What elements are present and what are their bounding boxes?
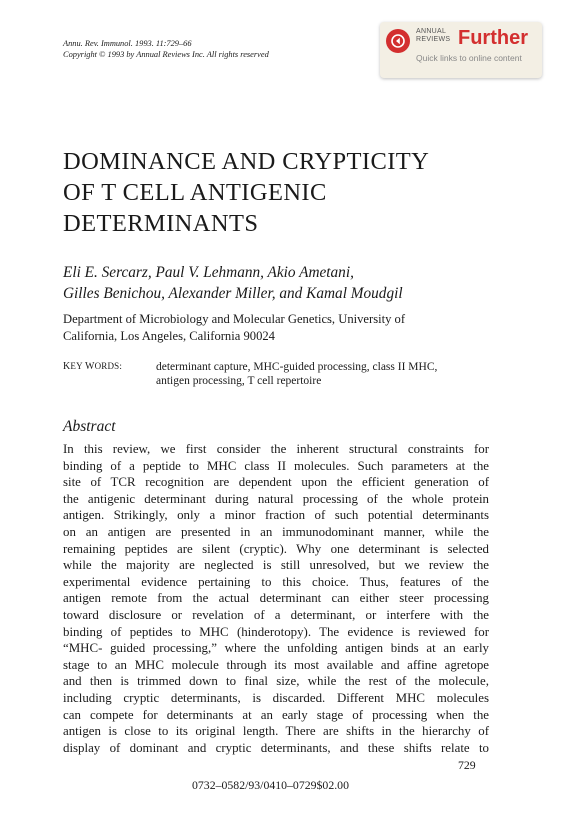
abstract-line: binding of peptides to MHC (hinderotopy). The evidence is reviewed for	[63, 624, 489, 639]
journal-citation: Annu. Rev. Immunol. 1993. 11:729–66	[63, 39, 192, 48]
abstract-line: on an antigen are presented in an immunodominant manner, while the	[63, 524, 489, 539]
abstract-line: antigen remote from the actual determinant can either steer processing	[63, 591, 489, 606]
abstract-line: experimental evidence pertaining to this choice. Thus, features of the	[63, 574, 489, 589]
running-header	[63, 38, 269, 60]
abstract-body	[63, 441, 489, 756]
abstract-line: antigen. Strikingly, only a minor fraction of such potential determinants	[63, 508, 489, 523]
article-title: DOMINANCE AND CRYPTICITY OF T CELL ANTIGENIC DETERMINANTS	[63, 148, 430, 237]
abstract-line: display of dominant and cryptic determinants, and these shifts relate to	[63, 740, 489, 755]
abstract-line: stage to an MHC molecule through its most available and affine agretope	[63, 657, 489, 672]
key-words-list: determinant capture, MHC-guided processing, class II MHC, antigen processing, T cell repertoire	[156, 361, 438, 387]
key-words-label: KEY WORDS:	[63, 361, 123, 372]
abstract-line: binding of a peptide to MHC class II molecules. Such parameters at the	[63, 458, 489, 473]
annual-reviews-further-banner[interactable]	[380, 22, 542, 78]
abstract-line: and then is trimmed down to final size, while the rest of the molecule,	[63, 674, 489, 689]
abstract-line: the antigenic determinant during natural processing of the whole protein	[63, 491, 489, 506]
further-label: Further	[458, 27, 528, 49]
abstract-line: antigen is close to its original length. There are shifts in the hierarchy of	[63, 724, 489, 739]
annual-reviews-wordmark: ANNUAL REVIEWS	[416, 28, 451, 43]
abstract-line: while the majority are neglected is still unresolved, but we review the	[63, 558, 489, 573]
copyright-notice: Copyright © 1993 by Annual Reviews Inc. All rights reserved	[63, 50, 269, 59]
page-number: 729	[458, 758, 476, 772]
abstract-line: toward disclosure or revelation of a determinant, or interfere with the	[63, 607, 489, 622]
abstract-heading: Abstract	[63, 418, 116, 435]
abstract-line: remaining peptides are silent (cryptic). Why one determinant is selected	[63, 541, 489, 556]
quick-links-text[interactable]: Quick links to online content	[416, 53, 522, 63]
annual-reviews-logo-icon	[386, 29, 410, 53]
article-code: 0732–0582/93/0410–0729$02.00	[192, 778, 349, 792]
abstract-line: including cryptic determinants, is discarded. Different MHC molecules	[63, 690, 489, 705]
abstract-line: In this review, we first consider the inherent structural constraints for	[63, 442, 489, 456]
abstract-line: can compete for determinants at an early stage of processing when the	[63, 707, 489, 722]
author-list: Eli E. Sercarz, Paul V. Lehmann, Akio Ametani, Gilles Benichou, Alexander Miller, and Kamal Moudgil	[63, 264, 403, 302]
abstract-line: site of TCR recognition are dependent upon the efficient generation of	[63, 475, 489, 490]
affiliation: Department of Microbiology and Molecular Genetics, University of California, Los Angeles, California 90024	[63, 312, 406, 343]
abstract-line: “MHC- guided processing,” where the unfolding antigen binds at an early	[63, 641, 489, 656]
